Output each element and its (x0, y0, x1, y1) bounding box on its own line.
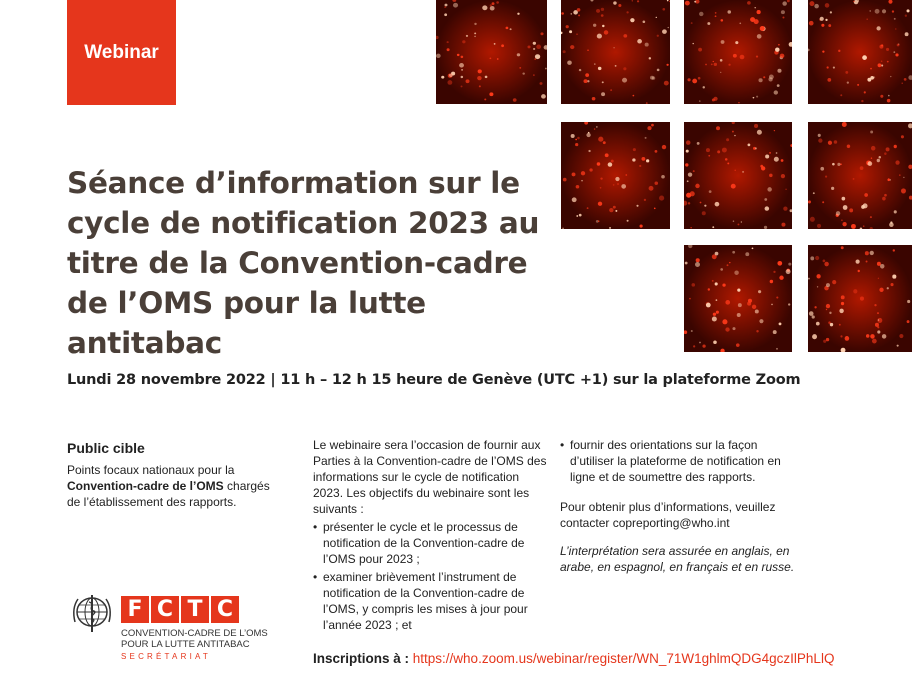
registration-link[interactable]: https://who.zoom.us/webinar/register/WN_71W1ghlmQDG4gczIlPhLlQ (412, 651, 835, 666)
registration-label: Inscriptions à : (313, 651, 413, 666)
fctc-letter: C (151, 596, 179, 623)
fctc-logo-text (121, 628, 268, 650)
contact-text: Pour obtenir plus d’informations, veuillez contacter copreporting@who.int (560, 500, 776, 530)
satellite-tile (808, 245, 912, 352)
satellite-tile (684, 0, 792, 104)
satellite-tile (684, 122, 792, 229)
fctc-letter: F (121, 596, 149, 623)
satellite-tile (436, 0, 547, 104)
objective-item: • fournir des orientations sur la façon d’utiliser la plateforme de notification en ligne et de soumettre des rapports. (560, 437, 800, 485)
satellite-tile (808, 0, 912, 104)
description-intro: Le webinaire sera l’occasion de fournir aux Parties à la Convention-cadre de l’OMS des informations sur le cycle de notification 2023. Les objectifs du webinaire sont les suivants : (313, 438, 547, 516)
fctc-letter: C (211, 596, 239, 623)
fctc-logo (70, 592, 300, 672)
satellite-tile (561, 122, 670, 229)
fctc-logo-line: POUR LA LUTTE ANTITABAC (121, 639, 250, 650)
satellite-tile (561, 0, 670, 104)
fctc-logo-line: CONVENTION-CADRE DE L’OMS (121, 628, 268, 639)
audience-heading: Public cible (67, 440, 145, 456)
event-dateline: Lundi 28 novembre 2022 | 11 h – 12 h 15 heure de Genève (UTC +1) sur la plateforme Zoom (67, 372, 801, 388)
secretariat-label: SECRÉTARIAT (121, 652, 212, 661)
info-section (560, 437, 800, 575)
satellite-tile (684, 245, 792, 352)
audience-text-part: Points focaux nationaux pour la (67, 463, 235, 477)
objective-item: • présenter le cycle et le processus de notification de la Convention-cadre de l’OMS pour 2023 ; (313, 519, 548, 567)
objective-item: • examiner brièvement l’instrument de notification de la Convention-cadre de l’OMS, y compris les mises à jour pour l’année 2023 ; et (313, 569, 548, 633)
who-emblem-icon (70, 592, 114, 634)
objectives-list (313, 519, 548, 633)
audience-text (67, 462, 277, 510)
satellite-tile (808, 122, 912, 229)
registration-line (313, 651, 834, 666)
webinar-badge: Webinar (67, 0, 176, 105)
audience-section (67, 440, 277, 510)
interpretation-text: L’interprétation sera assurée en anglais, en arabe, en espagnol, en français et en russe. (560, 544, 795, 574)
fctc-letter: T (181, 596, 209, 623)
fctc-wordmark (121, 596, 239, 623)
description-section (313, 437, 548, 635)
audience-text-part: chargés de l’établissement des rapports. (67, 479, 270, 509)
page-title: Séance d’information sur le cycle de notification 2023 au titre de la Convention-cadre de l’OMS pour la lutte antitabac (67, 166, 540, 360)
audience-text-bold: Convention-cadre de l’OMS (67, 479, 224, 493)
objectives-list-continued (560, 437, 800, 485)
